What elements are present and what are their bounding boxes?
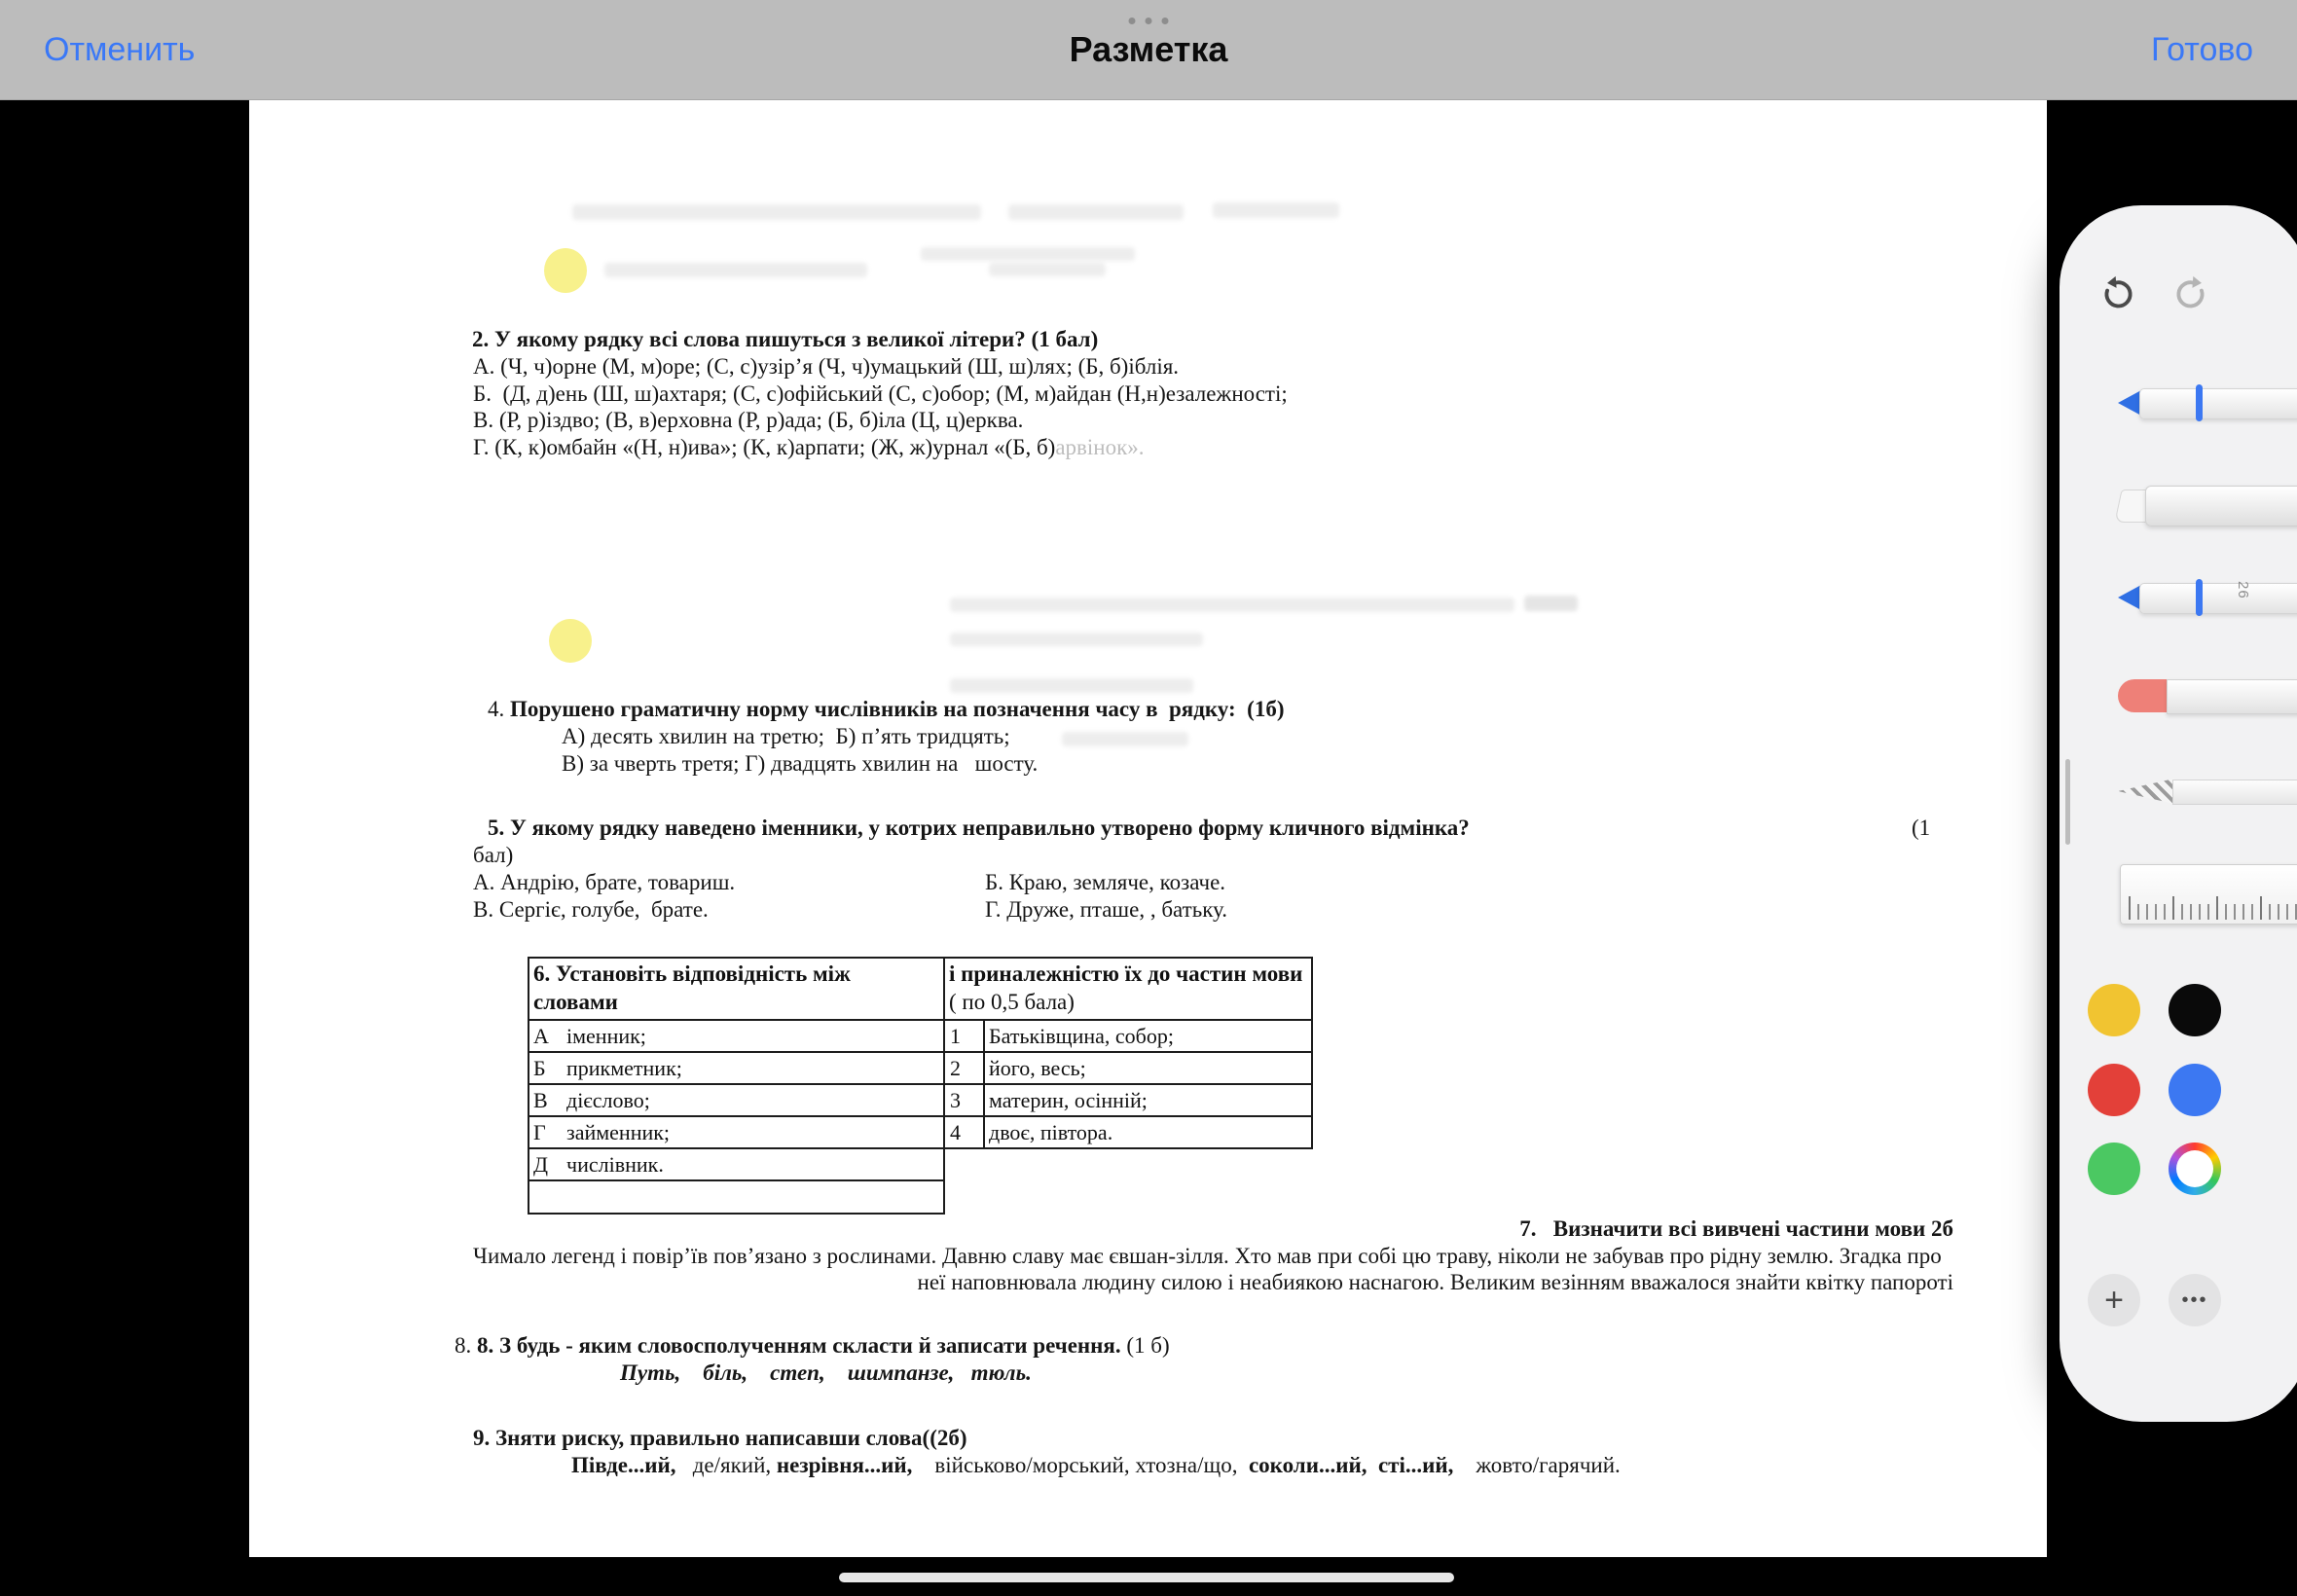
question-2-option-g: Г. (К, к)омбайн «(Н, н)ива»; (К, к)арпати; (Ж, ж)урнал «(Б, б)арвінок». bbox=[473, 435, 1145, 459]
home-indicator[interactable] bbox=[839, 1573, 1454, 1582]
question-2-option-v: В. (Р, р)іздво; (В, в)ерховна (Р, р)ада; (Б, б)іла (Ц, ц)ерква. bbox=[473, 408, 1024, 432]
question-9-heading: 9. Зняти риску, правильно написавши слова((2б) bbox=[473, 1426, 967, 1450]
table-row: А іменник; bbox=[529, 1020, 944, 1052]
more-options-button[interactable]: ••• bbox=[2169, 1274, 2221, 1326]
erased-text-smudge bbox=[921, 247, 1135, 261]
pen-tip-icon bbox=[2118, 390, 2141, 416]
color-swatch-yellow[interactable] bbox=[2088, 984, 2140, 1036]
done-button[interactable]: Готово bbox=[2151, 30, 2253, 68]
pen-body bbox=[2139, 388, 2297, 419]
color-swatch-red[interactable] bbox=[2088, 1064, 2140, 1116]
question-7-paragraph-line-2: неї наповнювала людину силою і неабиякою наснагою. Великим везінням вважалося знайти квітку папороті bbox=[917, 1270, 1953, 1294]
question-5-option-v: В. Сергіє, голубе, брате. bbox=[473, 897, 709, 922]
pen-tip-icon bbox=[2118, 585, 2141, 610]
table-header-left: 6. Установіть відповідність між словами bbox=[529, 958, 944, 1020]
pencil-tool[interactable] bbox=[2118, 779, 2297, 804]
erased-text-smudge bbox=[950, 678, 1193, 693]
table-row: його, весь; bbox=[984, 1052, 1312, 1084]
table-header-right: і приналежністю їх до частин мови ( по 0,5 бала) bbox=[944, 958, 1312, 1020]
question-6-right-table: і приналежністю їх до частин мови ( по 0,5 бала) 1 Батьківщина, собор; 2 його, весь; 3 материн, осінній; 4 двоє, півтора. bbox=[943, 957, 1313, 1149]
eraser-tool[interactable] bbox=[2118, 679, 2297, 712]
eraser-body bbox=[2167, 679, 2297, 714]
question-5-score-open: (1 bbox=[1912, 816, 1931, 840]
table-row: Д числівник. bbox=[529, 1148, 944, 1180]
question-5-heading: 5. У якому рядку наведено іменники, у котрих неправильно утворено форму кличного відмінка? bbox=[488, 816, 1470, 840]
question-8-heading: 8. 8. З будь - яким словосполученням скласти й записати речення. (1 б) bbox=[455, 1333, 1170, 1358]
question-7-paragraph-line-1: Чимало легенд і повір’їв пов’язано з рослинами. Давню славу має євшан-зілля. Хто мав при собі цю траву, ніколи не забував про рідну землю. Згадка про bbox=[473, 1244, 1942, 1268]
table-row: В дієслово; bbox=[529, 1084, 944, 1116]
pencil-tip-icon bbox=[2118, 779, 2174, 804]
table-row: двоє, півтора. bbox=[984, 1116, 1312, 1148]
table-row-empty bbox=[529, 1180, 944, 1214]
erased-text-smudge bbox=[1062, 732, 1188, 746]
erased-text-smudge bbox=[604, 263, 867, 277]
question-2-option-a: А. (Ч, ч)орне (М, м)оре; (С, с)узір’я (Ч, ч)умацький (Ш, ш)лях; (Б, б)іблія. bbox=[473, 354, 1180, 379]
question-4-line-1: А) десять хвилин на третю; Б) п’ять тридцять; bbox=[562, 724, 1010, 748]
pen-size-indicator bbox=[2196, 579, 2203, 616]
question-2-heading: 2. У якому рядку всі слова пишуться з великої літери? (1 бал) bbox=[472, 327, 1099, 351]
second-pen-tool[interactable] bbox=[2118, 583, 2297, 612]
erased-text-smudge bbox=[1008, 204, 1184, 220]
markup-top-bar bbox=[0, 0, 2297, 100]
marker-body bbox=[2145, 486, 2297, 526]
ruler-ticks-icon bbox=[2129, 896, 2297, 920]
undo-icon bbox=[2093, 273, 2135, 316]
document-page[interactable] bbox=[249, 99, 2047, 1557]
cancel-button[interactable]: Отменить bbox=[44, 30, 196, 68]
eraser-tip-icon bbox=[2118, 679, 2169, 712]
highlight-dot bbox=[549, 619, 592, 663]
color-picker-wheel[interactable] bbox=[2169, 1143, 2221, 1195]
erased-text-smudge bbox=[1213, 202, 1339, 218]
color-swatch-blue[interactable] bbox=[2169, 1064, 2221, 1116]
question-5-option-b: Б. Краю, земляче, козаче. bbox=[985, 870, 1226, 894]
table-row: Б прикметник; bbox=[529, 1052, 944, 1084]
redo-icon bbox=[2173, 273, 2216, 316]
table-row: Г займенник; bbox=[529, 1116, 944, 1148]
question-8-words: Путь, біль, степ, шимпанзе, тюль. bbox=[620, 1360, 1032, 1385]
undo-button[interactable] bbox=[2087, 268, 2141, 322]
table-row: Батьківщина, собор; bbox=[984, 1020, 1312, 1052]
question-6-left-table bbox=[528, 957, 945, 1215]
pen-size-indicator bbox=[2196, 384, 2203, 421]
pen-tool[interactable] bbox=[2118, 388, 2297, 417]
question-4-line-2: В) за чверть третя; Г) двадцять хвилин на шосту. bbox=[562, 751, 1039, 776]
erased-text-smudge bbox=[950, 633, 1203, 646]
question-5-score-wrap: бал) bbox=[473, 843, 514, 867]
highlight-dot bbox=[544, 248, 587, 293]
color-swatch-green[interactable] bbox=[2088, 1143, 2140, 1195]
ruler-tool[interactable] bbox=[2120, 864, 2297, 925]
add-annotation-button[interactable]: + bbox=[2088, 1274, 2140, 1326]
erased-text-smudge bbox=[950, 598, 1514, 612]
page-title: Разметка bbox=[1069, 29, 1228, 69]
marker-tool[interactable] bbox=[2118, 486, 2297, 525]
question-4-heading: 4. Порушено граматичну норму числівників на позначення часу в рядку: (1б) bbox=[488, 697, 1285, 721]
question-9-words: Півде...ий, де/який, незрівня...ий, військово/морський, хтозна/що, соколи...ий, сті...ий, жовто/гарячий. bbox=[571, 1453, 1621, 1477]
table-row: материн, осінній; bbox=[984, 1084, 1312, 1116]
question-5-option-a: А. Андрію, брате, товариш. bbox=[473, 870, 736, 894]
erased-text-smudge bbox=[1524, 596, 1578, 611]
question-5-option-g: Г. Друже, пташе, , батьку. bbox=[985, 897, 1228, 922]
pen-body bbox=[2139, 583, 2297, 614]
palette-scrollbar[interactable] bbox=[2065, 759, 2070, 845]
erased-word: арвінок». bbox=[1055, 435, 1145, 459]
pencil-body bbox=[2172, 780, 2297, 805]
color-swatch-black[interactable] bbox=[2169, 984, 2221, 1036]
markup-tool-palette bbox=[2060, 205, 2297, 1422]
redo-button[interactable] bbox=[2168, 268, 2222, 322]
question-2-option-b: Б. (Д, д)ень (Ш, ш)ахтаря; (С, с)офійський (С, с)обор; (М, м)айдан (Н,н)езалежності; bbox=[473, 381, 1288, 406]
question-7-heading: 7. Визначити всі вивчені частини мови 2б bbox=[1519, 1216, 1953, 1241]
pen-size-label: 26 bbox=[2235, 581, 2251, 599]
erased-text-smudge bbox=[989, 263, 1106, 276]
erased-text-smudge bbox=[572, 204, 981, 220]
